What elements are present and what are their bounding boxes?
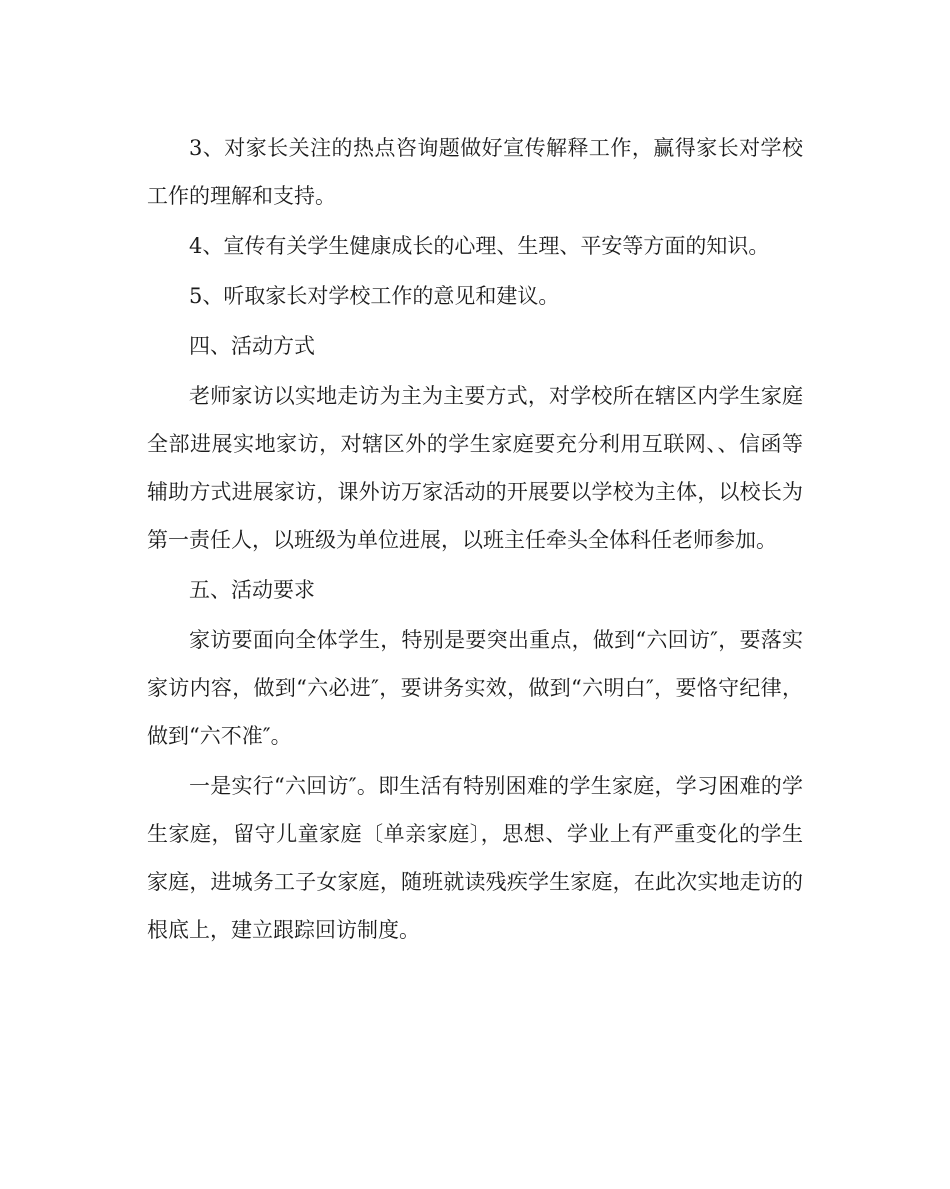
section-heading-activity-method: 四、活动方式 (189, 334, 315, 358)
paragraph-activity-method: 老师家访以实地走访为主为主要方式，对学校所在辖区内学生家庭全部进展实地家访，对辖区外的学生家庭要充分利用互联网、、信函等辅助方式进展家访，课外访万家活动的开展要以学校为主体，以校长为第一责任人，以班级为单位进展，以班主任牵头全体科任老师参加。 (147, 384, 803, 552)
paragraph-activity-requirements: 家访要面向全体学生，特别是要突出重点，做到“六回访″，要落实家访内容，做到“六必进″，要讲务实效，做到“六明白″，要恪守纪律，做到“六不准″。 (147, 628, 803, 748)
paragraph-item-5: 5、听取家长对学校工作的意见和建议。 (189, 284, 560, 308)
document-body (147, 124, 803, 956)
paragraph-six-revisits: 一是实行“六回访″。即生活有特别困难的学生家庭，学习困难的学生家庭，留守儿童家庭〔单亲家庭〕，思想、学业上有严重变化的学生家庭，进城务工子女家庭，随班就读残疾学生家庭，在此次实地走访的根底上，建立跟踪回访制度。 (147, 774, 803, 942)
paragraph-item-4: 4、宣传有关学生健康成长的心理、生理、平安等方面的知识。 (189, 234, 770, 258)
section-heading-activity-requirements: 五、活动要求 (189, 578, 315, 602)
paragraph-item-3: 3、对家长关注的热点咨询题做好宣传解释工作，赢得家长对学校工作的理解和支持。 (147, 136, 803, 208)
